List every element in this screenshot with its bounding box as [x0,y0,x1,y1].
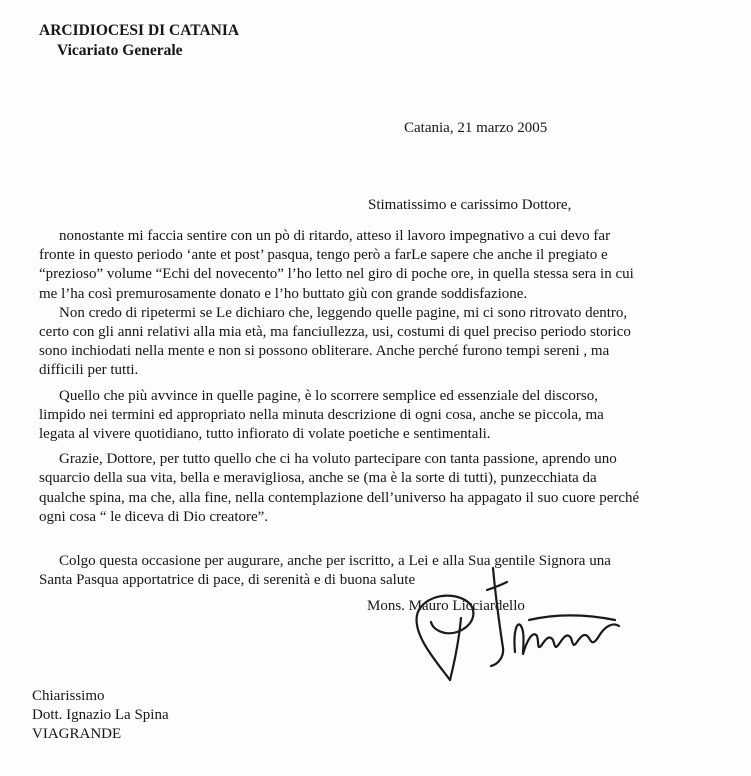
paragraph-line: fronte in questo periodo ‘ante et post’ pasqua, tengo però a farLe sapere che anche il pregiato e [39,247,608,264]
addressee-block [32,687,169,744]
addressee-city: VIAGRANDE [32,726,122,742]
paragraph-line: squarcio della sua vita, bella e meravigliosa, anche se (ma è la sorte di tutti), punzecchiata da [39,470,597,487]
paragraph-line: limpido nei termini ed appropriato nella minuta descrizione di ogni cosa, anche se piccola, ma [39,406,604,423]
paragraph-1 [39,227,719,304]
paragraph-4 [39,450,719,527]
paragraph-line: qualche spina, ma che, alla fine, nella contemplazione dell’universo ha appagato il suo cuore perché [39,489,640,506]
handwritten-signature [395,560,625,690]
letter-date: Catania, 21 marzo 2005 [404,120,548,136]
paragraph-line: legata al vivere quotidiano, tutto infiorato di volate poetiche e sentimentali. [39,426,491,443]
paragraph-line: Non credo di ripetermi se Le dichiaro che, leggendo quelle pagine, mi ci sono ritrovato dentro, [59,304,628,321]
paragraph-line: me l’ha così premurosamente donato e l’ho buttato giù con grande soddisfazione. [39,285,528,302]
paragraph-line: difficili per tutti. [39,362,139,379]
paragraph-line: nonostante mi faccia sentire con un pò di ritardo, atteso il lavoro impegnativo a cui devo far [59,228,611,244]
paragraph-line: “prezioso” volume “Echi del novecento” l’ho letto nel giro di poche ore, in quella stessa sera in cui [39,266,634,283]
letterhead-vicariate: Vicariato Generale [57,42,183,59]
paragraph-line: ogni cosa “ le diceva di Dio creatore”. [39,508,269,525]
paragraph-line: sono inchiodati nella mente e non si possono obliterare. Anche perché furono tempi sereni , ma [39,343,610,360]
letterhead-archdiocese: ARCIDIOCESI DI CATANIA [39,22,240,39]
paragraph-line: Grazie, Dottore, per tutto quello che ci ha voluto partecipare con tanta passione, aprendo uno [59,451,617,468]
letter-body [39,227,719,590]
addressee-name: Dott. Ignazio La Spina [32,707,169,723]
paragraph-line: Quello che più avvince in quelle pagine, è lo scorrere semplice ed essenziale del discorso, [59,387,598,404]
addressee-title: Chiarissimo [32,688,105,704]
paragraph-2 [39,304,719,381]
paragraph-3 [39,387,719,445]
paragraph-line: certo con gli anni relativi alla mia età, ma fanciullezza, usi, costumi di quel preciso periodo storico [39,324,631,341]
paragraph-line: Colgo questa occasione per augurare, anche per iscritto, a Lei e alla Sua gentile Signora una [59,553,611,570]
paragraph-line: Santa Pasqua apportatrice di pace, di serenità e di buona salute [39,572,416,589]
salutation: Stimatissimo e carissimo Dottore, [368,197,572,213]
signer-name: Mons. Mauro Licciardello [367,598,525,614]
